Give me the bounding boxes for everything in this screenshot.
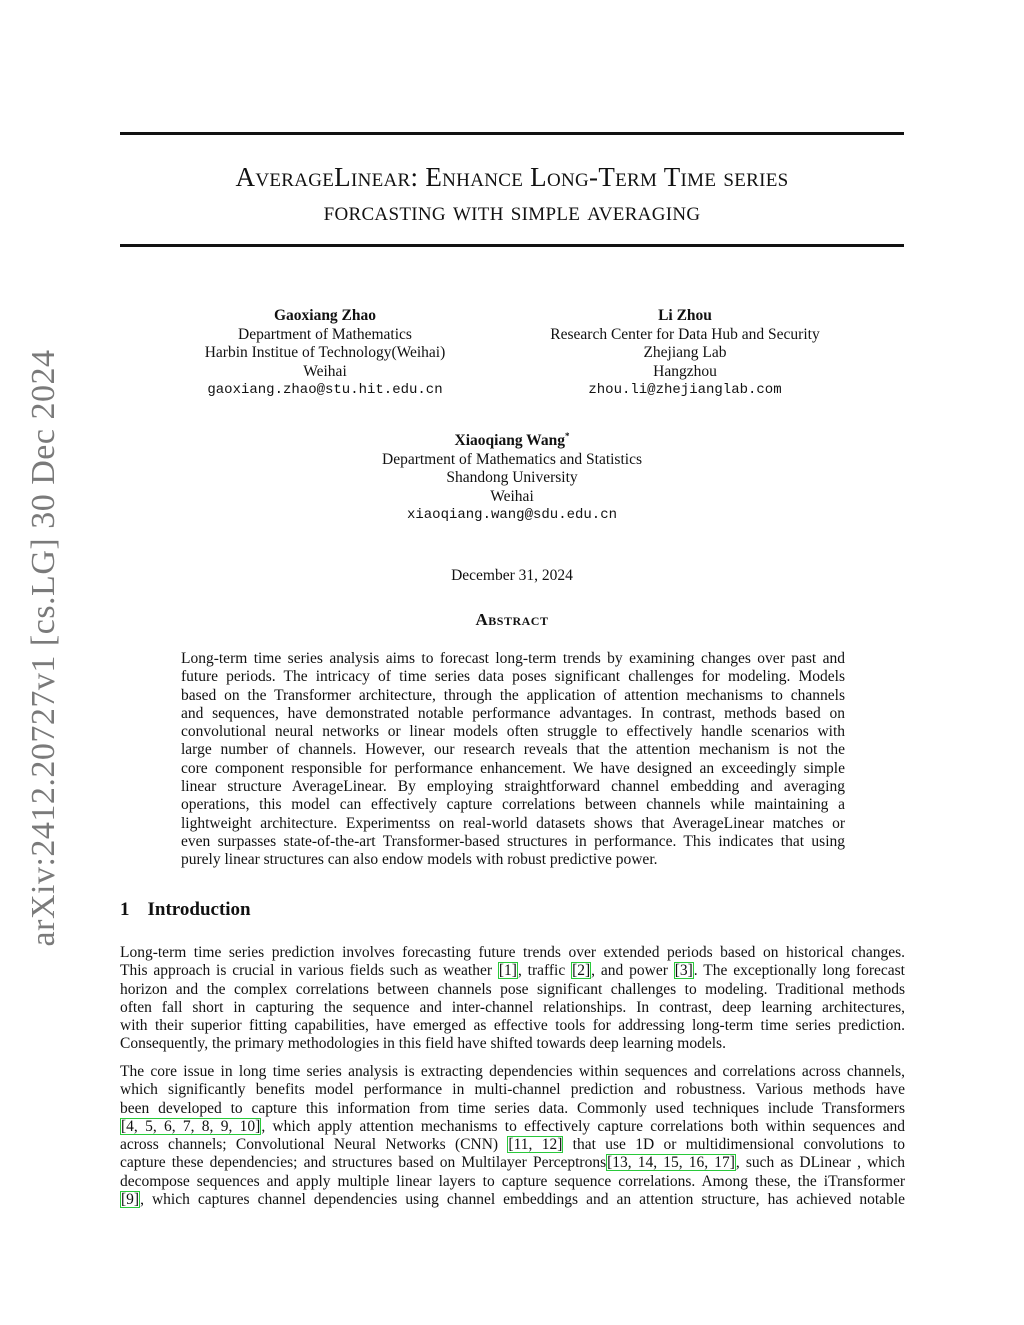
- abstract-line: linear structure AverageLinear. By employing straightforward channel embedding and averaging: [181, 778, 845, 796]
- author-name: Gaoxiang Zhao: [273, 307, 377, 324]
- corresponding-author-mark: *: [564, 431, 570, 441]
- citation-link[interactable]: [9]: [121, 1191, 140, 1209]
- author-city: Weihai: [490, 487, 534, 505]
- paragraph-line: been developed to capture this information from time series data. Commonly used techniques include Transformers: [120, 1099, 905, 1117]
- title-line-2: forcasting with simple averaging: [323, 196, 701, 226]
- abstract-body: [181, 650, 845, 870]
- abstract-line: future periods. The intricacy of time series data poses significant challenges for modeling. Models: [181, 668, 845, 686]
- text-run: . The exceptionally long forecast: [693, 962, 905, 980]
- title-bottom-rule: [120, 244, 904, 247]
- text-run: , and power: [591, 962, 674, 980]
- intro-paragraph-2: [120, 1063, 905, 1209]
- abstract-line: based on the Transformer architecture, through the application of attention mechanisms to channels: [181, 686, 845, 704]
- author-block-1: [175, 307, 475, 400]
- section-title: Introduction: [147, 899, 251, 920]
- abstract-line: core component responsible for performance enhancement. We have designed an exceedingly simple: [181, 759, 845, 777]
- author-institution: Zhejiang Lab: [643, 344, 727, 361]
- text-run: , which captures channel dependencies using channel embeddings and an attention structure, has achieved notable: [140, 1191, 905, 1209]
- text-run: , traffic: [517, 962, 572, 980]
- paragraph-line: The core issue in long time series analysis is extracting dependencies within sequences and correlations across channels,: [120, 1063, 905, 1080]
- paragraph-line: decompose sequences and apply multiple linear layers to capture sequence correlations. Among these, the iTransformer: [120, 1172, 905, 1190]
- citation-link[interactable]: [4, 5, 6, 7, 8, 9, 10]: [121, 1117, 261, 1135]
- text-run: , such as DLinear , which: [735, 1154, 905, 1172]
- citation-link[interactable]: [11, 12]: [508, 1136, 563, 1154]
- title-top-rule: [120, 132, 904, 135]
- paragraph-line: Long-term time series prediction involves forecasting future trends over extended periods based on historical changes.: [120, 944, 905, 961]
- author-institution: Shandong University: [446, 469, 578, 487]
- author-name: Li Zhou: [658, 307, 712, 324]
- author-city: Hangzhou: [653, 362, 717, 380]
- citation-link[interactable]: [13, 14, 15, 16, 17]: [607, 1154, 735, 1172]
- author-institution: Harbin Institue of Technology(Weihai): [204, 344, 446, 361]
- author-affiliation: Research Center for Data Hub and Security: [550, 325, 820, 343]
- author-name-line: [337, 427, 687, 451]
- abstract-line: and sequences, have demonstrated notable performance advantages. In contrast, methods based on: [181, 704, 845, 722]
- text-run: that use 1D or multidimensional convolutions to: [563, 1136, 906, 1154]
- abstract-heading: Abstract: [475, 610, 549, 629]
- paragraph-line: [120, 1191, 905, 1209]
- paragraph-line: [120, 1118, 905, 1136]
- text-run: , which apply attention mechanisms to effectively capture correlations both within sequences and: [261, 1117, 905, 1135]
- abstract-line: Long-term time series analysis aims to forecast long-term trends by examining changes over past and: [181, 650, 845, 667]
- author-email: zhou.li@zhejianglab.com: [588, 382, 782, 398]
- intro-paragraph-1: [120, 944, 905, 1054]
- author-name: Xiaoqiang Wang: [454, 432, 565, 450]
- citation-link[interactable]: [1]: [498, 962, 517, 980]
- author-affiliation: Department of Mathematics and Statistics: [382, 450, 642, 468]
- text-run: This approach is crucial in various fields such as weather: [120, 962, 498, 980]
- author-email: xiaoqiang.wang@sdu.edu.cn: [406, 507, 618, 524]
- paragraph-line: with their superior fitting capabilities, have emerged as effective tools for addressing long-term time series prediction.: [120, 1017, 905, 1035]
- author-block-3: [337, 427, 687, 525]
- section-heading-introduction: [120, 899, 251, 921]
- abstract-line: even surpasses state-of-the-art Transformer-based structures in performance. This indicates that using: [181, 832, 845, 850]
- paragraph-line: [120, 1136, 905, 1154]
- abstract-line: large number of channels. However, our research reveals that the attention mechanism is not the: [181, 741, 845, 759]
- abstract-line: convolutional neural networks or linear models often struggle to effectively handle scenarios with: [181, 723, 845, 741]
- author-city: Weihai: [303, 362, 347, 380]
- arxiv-sidebar-identifier: arXiv:2412.20727v1 [cs.LG] 30 Dec 2024: [25, 349, 62, 947]
- title-line-1: AverageLinear: Enhance Long-Term Time series: [235, 162, 789, 192]
- author-email: gaoxiang.zhao@stu.hit.edu.cn: [207, 382, 443, 398]
- text-run: capture these dependencies; and structures based on Multilayer Perceptrons: [120, 1154, 607, 1172]
- author-affiliation: Department of Mathematics: [238, 325, 412, 343]
- section-number: 1: [120, 899, 130, 920]
- abstract-line: purely linear structures can also endow models with robust predictive power.: [181, 851, 658, 869]
- author-block-2: [515, 307, 855, 400]
- paper-title: [120, 160, 904, 228]
- paragraph-line: [120, 1154, 905, 1172]
- paragraph-line: horizon and the complex correlations between channels pose significant challenges to modeling. Traditional methods: [120, 980, 905, 998]
- paragraph-line: which significantly benefits model performance in multi-channel prediction and robustness. Various methods have: [120, 1081, 905, 1099]
- abstract-line: lightweight architecture. Experimentss on real-world datasets shows that AverageLinear matches or: [181, 814, 845, 832]
- paper-date: December 31, 2024: [451, 567, 573, 584]
- abstract-line: operations, this model can effectively capture correlations between channels while maintaining a: [181, 796, 845, 814]
- paragraph-line: [120, 962, 905, 980]
- paragraph-line: often fall short in capturing the sequence and inter-channel relationships. In contrast, deep learning architectures,: [120, 998, 905, 1016]
- citation-link[interactable]: [2]: [572, 962, 591, 980]
- text-run: across channels; Convolutional Neural Networks (CNN): [120, 1136, 508, 1154]
- paragraph-line: Consequently, the primary methodologies in this field have shifted towards deep learning models.: [120, 1035, 726, 1053]
- citation-link[interactable]: [3]: [674, 962, 693, 980]
